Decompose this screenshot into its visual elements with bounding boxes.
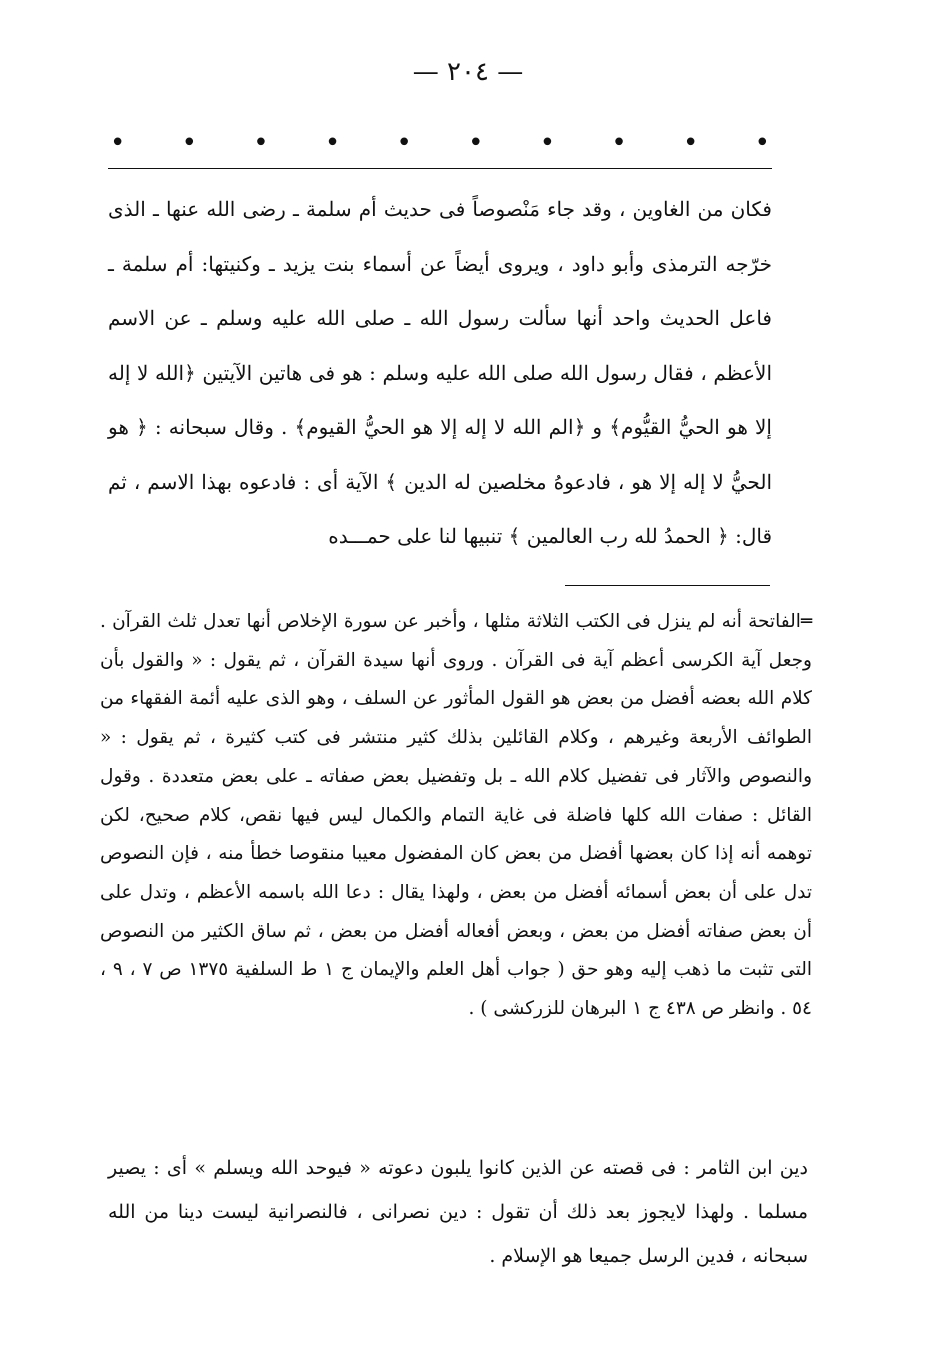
ornament-dots <box>110 130 770 156</box>
page-number: — ٢٠٤ — <box>412 57 524 87</box>
ornament-dot: • <box>324 128 341 158</box>
ornament-dot: • <box>181 128 197 158</box>
ornament-dot: • <box>110 128 126 158</box>
ornament-dot: • <box>611 128 627 158</box>
footnote-text: الفاتحة أنه لم ينزل فى الكتب الثلاثة مثلها ، وأخبر عن سورة الإخلاص أنها تعدل ثلث القرآن . وجعل آية الكرسى أعظم آية فى القرآن . وروى أنها سيدة القرآن ، ثم يقول : « والقول بأن كلام الله بعضه أفضل من بعض هو القول المأثور عن السلف ، وهو الذى عليه أئمة الفقهاء من الطوائف الأربعة وغيرهم ، وكلام القائلين بذلك كثير منتشر فى كتب كثيرة ، ثم يقول : « والنصوص والآثار فى تفضيل كلام الله ـ بل وتفضيل بعض صفاته ـ على بعض متعددة . وقول القائل : صفات الله كلها فاضلة فى غاية التمام والكمال ليس فيها نقص، كلام صحيح، لكن توهمه أنه إذا كان بعضها أفضل من بعض كان المفضول معيبا منقوصا خطأ منه ، فإن النصوص تدل على أن بعض أسمائه أفضل من بعض ، ولهذا يقال : دعا الله باسمه الأعظم ، وتدل على أن بعض صفاته أفضل من بعض ، وبعض أفعاله أفضل من بعض ، ثم ساق الكثير من النصوص التى تثبت ما ذهب إليه وهو حق ( جواب أهل العلم والإيمان ج ١ ط السلفية ١٣٧٥ ص ٧ ، ٩ ، ٥٤ . وانظر ص ٤٣٨ ج ١ البرهان للزركشى ) . <box>100 611 812 1020</box>
ornament-dot: • <box>468 128 484 158</box>
main-paragraph: فكان من الغاوين ، وقد جاء مَنْصوصاً فى حديث أم سلمة ـ رضى الله عنها ـ الذى خرّجه الترمذى وأبو داود ، ويروى أيضاً عن أسماء بنت يزيد ـ وكنيتها: أم سلمة ـ فاعل الحديث واحد أنها سألت رسول الله ـ صلى الله عليه وسلم ـ عن الاسم الأعظم ، فقال رسول الله صلى الله عليه وسلم : هو فى هاتين الآيتين ﴿الله لا إله إلا هو الحيُّ القيُّوم﴾ و ﴿الم الله لا إله إلا هو الحيُّ القيوم﴾ . وقال سبحانه : ﴿ هو الحيُّ لا إله إلا هو ، فادعوهُ مخلصين له الدين ﴾ الآية أى : فادعوه بهذا الاسم ، ثم قال: ﴿ الحمدُ لله رب العالمين ﴾ تنبيها لنا على حمـــده <box>108 197 772 548</box>
footnote-paragraph <box>100 603 812 1029</box>
footnote <box>100 603 812 1029</box>
ornament-dot: • <box>539 128 556 158</box>
ornament-dot: • <box>396 128 412 158</box>
main-text <box>108 182 772 564</box>
ornament-dot: • <box>683 128 699 158</box>
closing-text <box>108 1146 808 1278</box>
ornament-dot: • <box>754 128 770 158</box>
ornament-dot: • <box>253 128 269 158</box>
header-rule <box>108 168 772 169</box>
footnote-continuation-mark: ═ <box>800 611 812 632</box>
footnote-separator <box>565 585 770 586</box>
closing-paragraph: دين ابن الثامر : فى قصته عن الذين كانوا يلبون دعوته « فيوحد الله ويسلم » أى : يصير مسلما . ولهذا لايجوز بعد ذلك أن تقول : دين نصرانى ، فالنصرانية ليست دينا من الله سبحانه ، فدين الرسل جميعا هو الإسلام . <box>108 1157 808 1267</box>
